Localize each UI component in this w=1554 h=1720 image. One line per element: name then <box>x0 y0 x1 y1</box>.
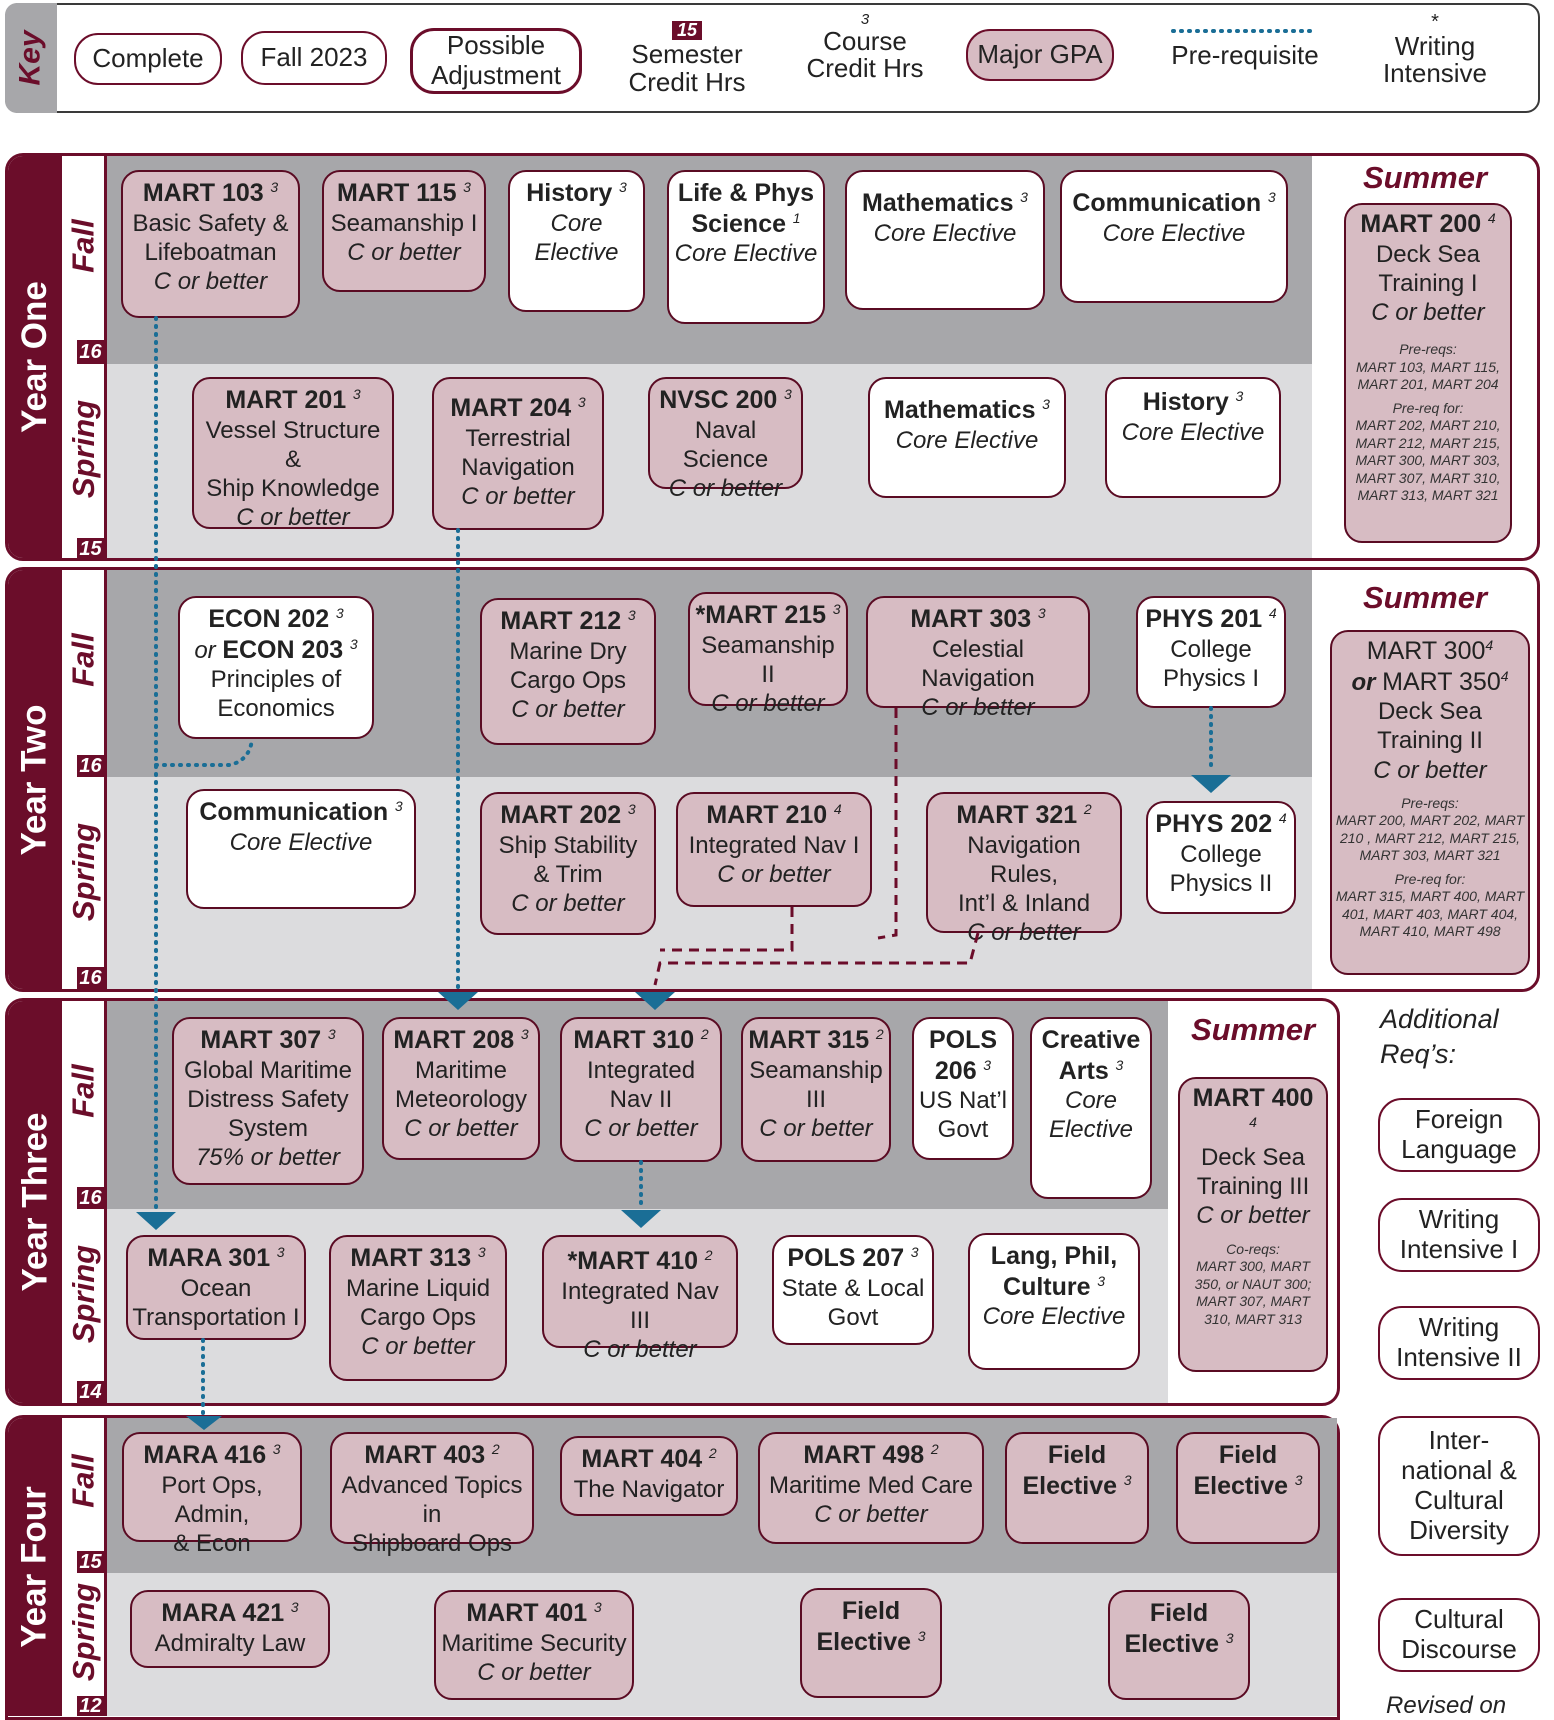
year-three-fall-hours: 16 <box>77 1187 104 1209</box>
course-code: Communication <box>199 798 389 826</box>
course-code: History <box>526 179 613 207</box>
course-title-line: Meteorology <box>394 1085 528 1113</box>
arrow-to-phys202 <box>1191 775 1231 793</box>
course-code: MARA 301 <box>147 1244 271 1272</box>
year-two-fall-hours: 16 <box>77 755 104 777</box>
course-title-line: Core Elective <box>982 1303 1126 1330</box>
course-title-line: Ship Stability <box>498 831 638 859</box>
course-code: MART 313 <box>350 1244 472 1272</box>
year-two-summer-title: Summer <box>1362 580 1488 615</box>
course-title-line: Core <box>550 209 603 237</box>
arrow-to-mara416 <box>186 1416 222 1430</box>
course-code: PHYS 202 <box>1155 810 1273 838</box>
course-code: MART 210 <box>706 801 828 829</box>
grade-requirement: C or better <box>921 694 1035 722</box>
credit-hours: 3 <box>910 1244 919 1260</box>
grade-requirement: C or better <box>668 475 783 503</box>
grade-requirement: C or better <box>404 1115 518 1143</box>
course-code: *MART 410 <box>567 1247 699 1275</box>
course-code: Culture <box>1003 1272 1091 1301</box>
course-title-line: Lifeboatman <box>144 238 277 266</box>
course-title-line: Training II <box>1377 727 1483 755</box>
year-one-fall-label: Fall <box>66 219 101 273</box>
credit-hours: 3 <box>290 1599 299 1615</box>
grade-requirement: C or better <box>477 1658 591 1686</box>
course-title-line: Integrated Nav III <box>561 1277 719 1334</box>
year-four-spring-hours: 12 <box>77 1696 104 1716</box>
credit-hours: 3 <box>1225 1629 1234 1646</box>
arrow-to-mart208 <box>438 992 478 1010</box>
course-code: Elective <box>1124 1629 1220 1658</box>
coreq-line-mart303 <box>878 708 896 938</box>
credit-hours: 2 <box>930 1441 939 1457</box>
credit-hours: 3 <box>352 386 361 402</box>
credit-hours: 3 <box>270 179 279 195</box>
credit-hours: 3 <box>577 394 586 410</box>
course-title-line: Navigation Rules, <box>967 831 1081 888</box>
coreq-list: MART 300, MART 350, or NAUT 300; MART 307, MART 310, MART 313 <box>1194 1258 1312 1327</box>
grade-requirement: C or better <box>511 696 625 724</box>
grade-requirement: C or better <box>584 1115 698 1143</box>
course-code: MART 404 <box>581 1445 703 1473</box>
course-title-line: College <box>1180 840 1262 868</box>
course-title-line: US Nat’l <box>918 1087 1008 1114</box>
course-title-line: Basic Safety & <box>132 209 289 237</box>
year-two-spring-hours: 16 <box>77 967 104 989</box>
course-code: Life & Phys <box>677 179 815 207</box>
year-three-spring-hours: 14 <box>77 1381 104 1403</box>
credit-hours: 3 <box>1042 396 1050 412</box>
year-four-spring-label: Spring <box>66 1582 102 1682</box>
grade-requirement: C or better <box>759 1115 873 1143</box>
course-title-line: Cargo Ops <box>359 1303 477 1331</box>
grade-requirement: C or better <box>1196 1202 1310 1230</box>
course-title-line: Global Maritime <box>183 1056 353 1084</box>
grade-requirement: C or better <box>511 890 625 918</box>
course-code: MART 321 <box>956 801 1078 829</box>
course-title-line: Int’l & Inland <box>957 890 1091 918</box>
course-title-line: Ocean <box>180 1274 252 1302</box>
course-code: MART 498 <box>803 1441 925 1469</box>
course-code: Field <box>1149 1599 1209 1627</box>
course-title-line: Core Elective <box>1121 418 1265 446</box>
course-code: *MART 215 <box>695 601 827 629</box>
credit-hours: 3 <box>1267 189 1276 205</box>
key-writing-mark: * <box>1431 11 1439 33</box>
course-code: Communication <box>1072 189 1262 217</box>
or-text: or <box>1351 668 1376 696</box>
course-code: MARA 421 <box>161 1599 285 1627</box>
credit-hours: 3 <box>1037 605 1046 621</box>
prereq-for-heading: Pre-req for: <box>1392 399 1464 416</box>
course-title-line: Shipboard Ops <box>351 1530 513 1558</box>
course-title-line: Marine Dry <box>509 637 627 665</box>
course-title-line: Distress Safety <box>187 1085 349 1113</box>
year-one-summer-title: Summer <box>1362 160 1488 195</box>
grade-requirement: C or better <box>461 483 575 511</box>
course-title-line: Vessel Structure & <box>205 416 381 473</box>
credit-hours: 2 <box>491 1441 500 1457</box>
course-title-line: Cargo Ops <box>509 666 627 694</box>
course-title-line: College <box>1170 635 1252 663</box>
credit-hours: 3 <box>832 601 841 617</box>
credit-hours: 3 <box>463 179 471 195</box>
credit-hours: 3 <box>627 607 636 623</box>
course-code: Science <box>691 209 787 238</box>
year-four-fall-hours: 15 <box>77 1551 104 1573</box>
course-title-line: Physics I <box>1162 664 1260 692</box>
additional-req-international-cultural-diversity: Inter- national & Cultural Diversity <box>1378 1416 1540 1556</box>
credit-hours: 4 <box>1485 637 1494 653</box>
credit-hours: 3 <box>327 1026 336 1042</box>
prereq-heading: Pre-reqs: <box>1399 341 1457 358</box>
course-code: MART 208 <box>393 1026 515 1054</box>
credit-hours: 3 <box>917 1627 926 1644</box>
credit-hours: 3 <box>335 605 344 621</box>
year-one-spring-label: Spring <box>66 399 102 499</box>
prereq-for-list: MART 202, MART 210, MART 212, MART 215, MART 300, MART 303, MART 307, MART 310, MART 313, MART 321 <box>1355 417 1501 504</box>
additional-req-writing-intensive-2: Writing Intensive II <box>1378 1306 1540 1380</box>
credit-hours: 4 <box>1487 210 1496 226</box>
credit-hours: 3 <box>983 1056 992 1073</box>
course-title-line: III <box>805 1085 826 1113</box>
prereq-line-econ-junction <box>156 739 252 765</box>
credit-hours: 3 <box>1115 1056 1124 1073</box>
additional-req-cultural-discourse: Cultural Discourse <box>1378 1598 1540 1672</box>
arrow-to-mart410 <box>621 1210 661 1228</box>
course-title-line: Integrated <box>586 1056 696 1084</box>
course-code: Elective <box>1193 1471 1289 1500</box>
credit-hours: 3 <box>276 1244 285 1260</box>
course-title-line: Deck Sea <box>1375 240 1481 268</box>
course-title-line: Maritime Security <box>441 1629 627 1657</box>
course-title-line: Core Elective <box>674 240 818 267</box>
course-code: MART 103 <box>142 179 264 207</box>
credit-hours: 3 <box>1097 1272 1105 1289</box>
course-title-line: Govt <box>827 1303 879 1331</box>
year-two-spring-label: Spring <box>66 822 102 922</box>
prereq-for-list: MART 315, MART 400, MART 401, MART 403, MART 404, MART 410, MART 498 <box>1335 888 1525 940</box>
key-writing-text: Writing Intensive <box>1382 31 1488 89</box>
course-code: MART 350 <box>1382 667 1501 696</box>
course-title-line: Port Ops, Admin, <box>161 1471 263 1528</box>
course-code: ECON 202 <box>208 605 330 633</box>
course-code: MART 401 <box>466 1599 588 1627</box>
course-title-line: Economics <box>217 695 335 723</box>
key-fall2023-pill: Fall 2023 <box>241 31 387 85</box>
credit-hours: 3 <box>1123 1471 1132 1488</box>
course-title-line: Maritime <box>414 1056 507 1084</box>
credit-hours: 4 <box>1278 810 1287 826</box>
year-one-fall-hours: 16 <box>77 340 104 364</box>
key-course-sup: 3 <box>860 11 870 28</box>
year-one-spring-hours: 15 <box>77 538 104 560</box>
or-text: or <box>194 636 216 664</box>
course-title-line: Nav II <box>609 1085 673 1113</box>
year-three-summer-title: Summer <box>1190 1012 1316 1047</box>
credit-hours: 3 <box>1020 189 1028 205</box>
credit-hours: 3 <box>1235 388 1244 404</box>
course-title-line: The Navigator <box>573 1475 725 1503</box>
prereq-heading: Pre-reqs: <box>1401 794 1459 811</box>
course-title-line: Naval Science <box>682 416 769 473</box>
course-code: Lang, Phil, <box>990 1242 1118 1270</box>
grade-requirement: C or better <box>583 1336 697 1364</box>
course-code: MART 202 <box>500 801 622 829</box>
year-two-label: Year Two <box>15 703 55 856</box>
key-course-text: Course Credit Hrs <box>806 25 924 84</box>
grade-requirement: C or better <box>711 690 825 718</box>
course-code: MART 115 <box>337 179 457 207</box>
course-code: MART 403 <box>364 1441 486 1469</box>
grade-requirement: 75% or better <box>195 1144 341 1172</box>
credit-hours: 2 <box>704 1247 713 1263</box>
course-title-line: Admiralty Law <box>154 1629 306 1657</box>
arrow-to-mart310 <box>635 992 675 1010</box>
course-title-line: Core Elective <box>873 219 1017 247</box>
course-title-line: Principles of <box>210 666 342 693</box>
course-code: MART 303 <box>910 605 1032 633</box>
course-code: MART 204 <box>450 394 572 422</box>
course-title-line: & Econ <box>173 1530 251 1558</box>
additional-req-foreign-language: Foreign Language <box>1378 1098 1540 1172</box>
credit-hours: 4 <box>833 801 842 817</box>
grade-requirement: C or better <box>347 238 461 266</box>
course-code: MART 212 <box>500 607 622 635</box>
key-label: Key <box>14 30 48 86</box>
credit-hours: 4 <box>1268 605 1277 621</box>
grade-requirement: C or better <box>1371 299 1485 327</box>
course-code: Elective <box>816 1627 912 1656</box>
year-one-label: Year One <box>15 281 55 433</box>
course-title-line: Integrated Nav I <box>688 831 860 859</box>
credit-hours: 2 <box>1083 801 1092 817</box>
credit-hours: 3 <box>394 798 403 814</box>
key-major-gpa-pill: Major GPA <box>966 29 1114 81</box>
course-title-line: System <box>227 1115 308 1143</box>
grade-requirement: C or better <box>236 504 350 532</box>
course-code: MART 315 <box>748 1026 870 1054</box>
course-title-line: Marine Liquid <box>345 1274 491 1302</box>
year-four-label: Year Four <box>15 1486 55 1648</box>
course-code: MARA 416 <box>143 1441 267 1469</box>
course-title-line: Navigation <box>461 453 575 481</box>
course-code: History <box>1142 388 1229 416</box>
course-title-line: Core Elective <box>895 426 1039 454</box>
course-code: Mathematics <box>862 189 1014 217</box>
course-title-line: Deck Sea <box>1377 698 1483 725</box>
course-code: MART 307 <box>200 1026 322 1054</box>
course-title-line: Seamanship II <box>701 631 835 688</box>
course-title-line: Maritime Med Care <box>768 1471 974 1499</box>
course-title-line: Core Elective <box>229 828 373 856</box>
arrow-to-mara301 <box>136 1212 176 1230</box>
course-title-line: Terrestrial <box>465 424 571 452</box>
course-code: POLS <box>928 1026 998 1054</box>
credit-hours: 3 <box>1294 1471 1303 1488</box>
credit-hours: 4 <box>1500 667 1509 684</box>
course-title-line: Celestial Navigation <box>921 635 1035 692</box>
course-title-line: Training I <box>1378 269 1478 297</box>
course-title-line: Ship Knowledge <box>206 475 380 503</box>
year-three-label: Year Three <box>15 1112 54 1292</box>
key-complete-pill: Complete <box>74 33 222 85</box>
grade-requirement: C or better <box>361 1333 475 1361</box>
course-title-line: & Trim <box>533 860 603 888</box>
course-code: Elective <box>1022 1471 1118 1500</box>
course-title-line: Advanced Topics in <box>341 1471 523 1528</box>
course-title-line: Core <box>1064 1087 1118 1114</box>
course-code: Mathematics <box>884 396 1036 424</box>
course-code: 206 <box>934 1056 977 1085</box>
credit-hours: 2 <box>708 1445 717 1461</box>
course-code: MART 200 <box>1360 210 1482 238</box>
prereq-list: MART 200, MART 202, MART 210 , MART 212, MART 215, MART 303, MART 321 <box>1335 812 1525 864</box>
course-code: MART 300 <box>1366 637 1486 665</box>
credit-hours: 3 <box>520 1026 529 1042</box>
coreq-heading: Co-reqs: <box>1226 1240 1280 1257</box>
credit-hours: 3 <box>349 635 358 652</box>
course-code: Arts <box>1058 1056 1109 1085</box>
grade-requirement: C or better <box>814 1500 928 1528</box>
course-title-line: Physics II <box>1169 869 1273 897</box>
course-title-line: Elective <box>1048 1116 1134 1144</box>
credit-hours: 4 <box>1249 1113 1257 1130</box>
key-semester-badge: 15 <box>672 21 702 40</box>
key-prereq-text: Pre-requisite <box>1171 40 1319 70</box>
course-code: NVSC 200 <box>659 386 778 414</box>
credit-hours: 3 <box>784 386 792 402</box>
credit-hours: 3 <box>627 801 636 817</box>
credit-hours: 3 <box>477 1244 486 1260</box>
year-three-fall-label: Fall <box>66 1064 101 1118</box>
year-two-fall-label: Fall <box>66 633 101 687</box>
course-title-line: Govt <box>937 1116 989 1144</box>
prereq-list: MART 103, MART 115, MART 201, MART 204 <box>1356 358 1500 393</box>
coreq-line-mart210 <box>660 907 792 950</box>
grade-requirement: C or better <box>967 919 1081 947</box>
course-code: Creative <box>1041 1026 1141 1054</box>
grade-requirement: C or better <box>717 860 831 888</box>
course-title-line: Deck Sea <box>1200 1143 1306 1171</box>
revised-on-text: Revised on <box>1386 1692 1507 1719</box>
course-title-line: Core Elective <box>1102 219 1246 247</box>
credit-hours: 3 <box>272 1441 281 1457</box>
additional-reqs-title: Additional Req’s: <box>1380 1004 1499 1070</box>
course-code: PHYS 201 <box>1145 605 1263 633</box>
credit-hours: 3 <box>593 1599 602 1615</box>
grade-requirement: C or better <box>1373 756 1487 784</box>
course-code: Field <box>1047 1441 1107 1469</box>
course-title-line: State & Local <box>781 1274 925 1302</box>
course-code: POLS 207 <box>787 1244 905 1272</box>
key-possible-adjustment-pill: Possible Adjustment <box>410 28 582 94</box>
course-title-line: Seamanship <box>749 1056 883 1084</box>
grade-requirement: C or better <box>153 268 268 296</box>
key-semester-text: Semester Credit Hrs <box>628 39 746 97</box>
credit-hours: 3 <box>619 179 627 195</box>
course-code: MART 310 <box>573 1026 695 1054</box>
course-code: MART 201 <box>225 386 347 414</box>
course-code: Field <box>841 1597 901 1625</box>
course-title-line: Training III <box>1196 1173 1310 1201</box>
coreq-line-mart321 <box>655 933 978 985</box>
credit-hours: 2 <box>700 1026 709 1042</box>
course-title-line: Transportation I <box>132 1303 300 1331</box>
year-four-fall-label: Fall <box>66 1453 101 1508</box>
course-title-line: Seamanship I <box>330 209 478 237</box>
additional-req-writing-intensive-1: Writing Intensive I <box>1378 1198 1540 1272</box>
course-code: ECON 203 <box>222 635 344 664</box>
prereq-for-heading: Pre-req for: <box>1394 870 1466 887</box>
credit-hours: 1 <box>792 209 801 226</box>
course-code: MART 400 <box>1192 1084 1314 1112</box>
credit-hours: 2 <box>875 1026 884 1042</box>
year-three-spring-label: Spring <box>66 1244 102 1344</box>
course-code: Field <box>1218 1441 1278 1469</box>
course-title-line: Elective <box>534 238 619 266</box>
